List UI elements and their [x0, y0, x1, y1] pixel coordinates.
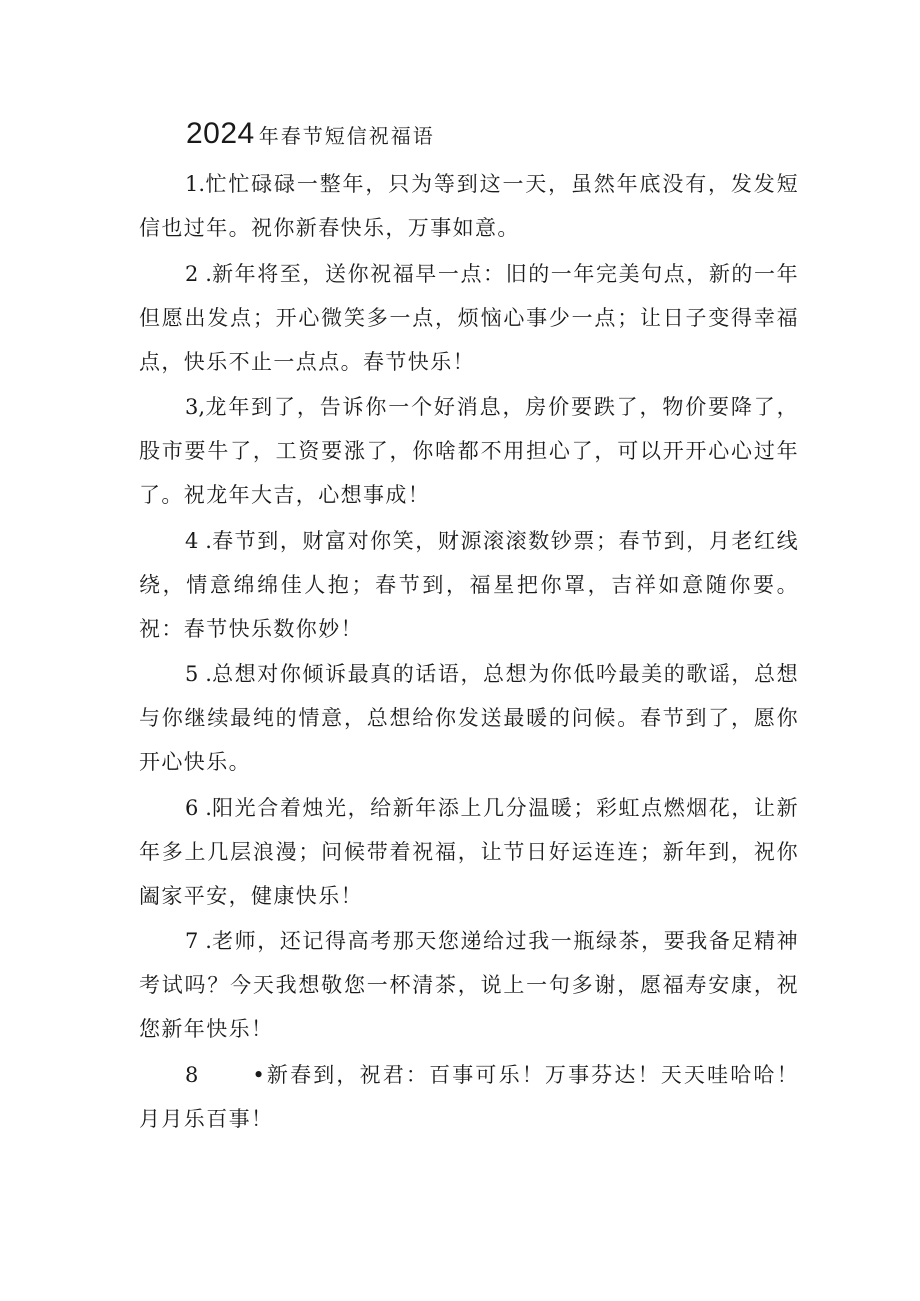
greeting-paragraph-4: [139, 519, 799, 651]
greeting-paragraph-5: [139, 652, 799, 784]
paragraph-text: 春节到，财富对你笑，财源滚滚数钞票；春节到，月老红线绕，情意绵绵佳人抱；春节到，福星把你罩，吉祥如意随你要。祝：春节快乐数你妙！: [139, 528, 799, 641]
paragraph-number: 6 .: [185, 795, 212, 820]
paragraph-number: 2 .: [185, 261, 212, 286]
paragraph-text: 老师，还记得高考那天您递给过我一瓶绿茶，要我备足精神考试吗？今天我想敬您一杯清茶，说上一句多谢，愿福寿安康，祝您新年快乐！: [139, 929, 799, 1041]
greeting-paragraph-8: [139, 1053, 799, 1141]
paragraph-number: 3,: [185, 395, 206, 419]
greeting-paragraph-6: [139, 786, 799, 918]
title-text: 年春节短信祝福语: [258, 124, 435, 148]
greetings-list: [139, 162, 799, 1142]
paragraph-number: 5 .: [185, 662, 212, 686]
document-title: [186, 116, 435, 156]
paragraph-number: 7 .: [185, 929, 212, 953]
greeting-paragraph-3: [139, 385, 799, 517]
greeting-paragraph-7: [139, 919, 799, 1051]
paragraph-number: 8: [185, 1062, 199, 1087]
paragraph-text: •新春到，祝君：百事可乐！万事芬达！天天哇哈哈！月月乐百事！: [139, 1062, 799, 1131]
paragraph-text: 龙年到了，告诉你一个好消息，房价要跌了，物价要降了，股市要牛了，工资要涨了，你啥都不用担心了，可以开开心心过年了。祝龙年大吉，心想事成！: [139, 395, 799, 507]
paragraph-number: 1.: [185, 172, 206, 196]
greeting-paragraph-1: [139, 162, 799, 250]
paragraph-text: 总想对你倾诉最真的话语，总想为你低吟最美的歌谣，总想与你继续最纯的情意，总想给你发送最暖的问候。春节到了，愿你开心快乐。: [139, 662, 799, 774]
paragraph-number: 4 .: [185, 528, 212, 553]
paragraph-text: 阳光合着烛光，给新年添上几分温暖；彩虹点燃烟花，让新年多上几层浪漫；问候带着祝福，让节日好运连连；新年到，祝你阖家平安，健康快乐！: [139, 795, 799, 908]
paragraph-text: 忙忙碌碌一整年，只为等到这一天，虽然年底没有，发发短信也过年。祝你新春快乐，万事如意。: [139, 172, 799, 240]
title-year: 2024: [186, 117, 255, 150]
greeting-paragraph-2: [139, 252, 799, 384]
paragraph-text: 新年将至，送你祝福早一点：旧的一年完美句点，新的一年但愿出发点；开心微笑多一点，烦恼心事少一点；让日子变得幸福点，快乐不止一点点。春节快乐！: [139, 261, 799, 374]
